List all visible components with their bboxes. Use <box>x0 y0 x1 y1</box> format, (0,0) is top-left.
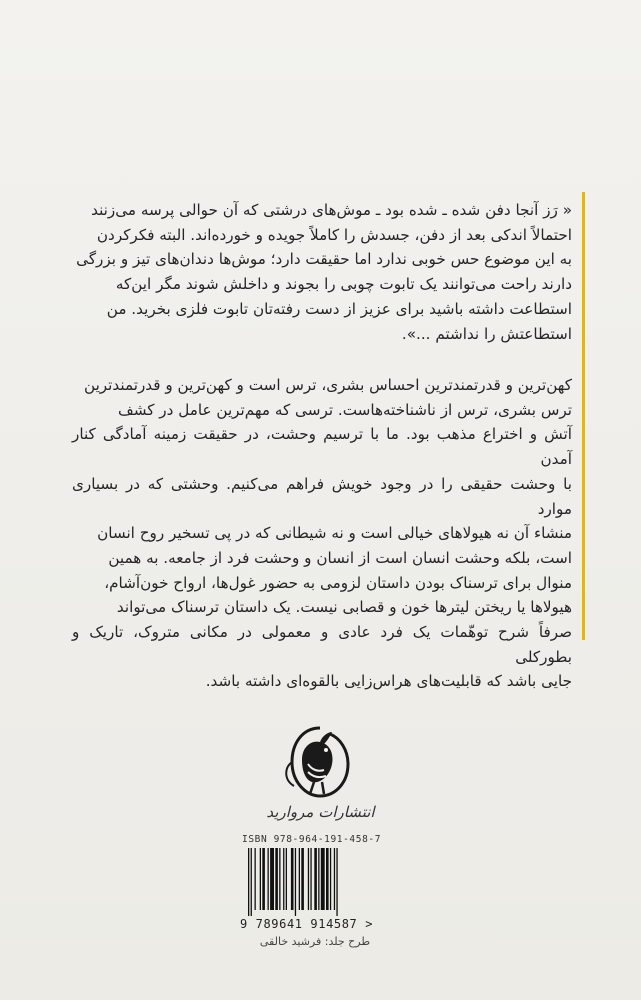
quote-line: احتمالاً اندکی بعد از دفن، جسدش را کاملاً جویده و خورده‌اند. البته فکرکردن <box>96 225 572 244</box>
text-frame-yellow-border <box>62 192 585 691</box>
quote-line: « رَز آنجا دفن شده ـ شده بود ـ موش‌های درشتی که آن حوالی پرسه می‌زنند <box>91 201 572 219</box>
barcode-digits: 9 789641 914587 > <box>240 917 374 931</box>
essay-line: کهن‌ترین و قدرتمندترین احساس بشری، ترس است و کهن‌ترین و قدرتمندترین <box>84 376 572 394</box>
quote-line: دارند راحت می‌توانند یک تابوت چوبی را بجوند و داخلش شوند مگر این‌که <box>115 275 572 294</box>
essay-line: است، بلکه وحشت انسان است از انسان و وحشت فرد از جامعه. به همین <box>108 548 572 567</box>
quote-line: استطاعت داشته باشید برای عزیز از دست رفته‌تان تابوت فلزی بخرید. من <box>106 299 572 318</box>
essay-line: منوال برای ترسناک بودن داستان لزومی به حضور غول‌ها، ارواح خون‌آشام، <box>104 573 572 592</box>
publisher-name: انتشارات مروارید <box>266 803 375 821</box>
isbn-text: ISBN 978-964-191-458-7 <box>242 834 382 845</box>
essay-line: جایی باشد که قابلیت‌های هراس‌زایی بالقوه‌ای داشته باشد. <box>205 672 572 691</box>
barcode-icon <box>246 848 370 916</box>
essay-line: ترس بشری، ترس از ناشناخته‌هاست. ترسی که مهم‌ترین عامل در کشف <box>117 400 572 419</box>
essay-line: با وحشت حقیقی را در وجود خویش فراهم می‌کنیم. وحشتی که در بسیاری موارد <box>72 474 572 518</box>
quote-line: به این موضوع حس خوبی ندارد اما حقیقت دارد؛ موش‌ها دندان‌های تیز و بزرگی <box>76 250 572 269</box>
quote-line: استطاعتش را نداشتم ...». <box>401 324 572 343</box>
essay-line: آتش و اختراع مذهب بود. ما با ترسیم وحشت، در حقیقت زمینه آمادگی کنار آمدن <box>72 425 572 469</box>
essay-line: هیولاها یا ریختن لیترها خون و قصابی نیست. یک داستان ترسناک می‌تواند <box>116 598 572 617</box>
quote-paragraph <box>72 198 572 346</box>
essay-line: صرفاً شرح توهّمات یک فرد عادی و معمولی در مکانی متروک، تاریک و بطورکلی <box>72 623 572 666</box>
essay-line: منشاء آن نه هیولاهای خیالی است و نه شیطانی که در پی تسخیر روح انسان <box>97 524 572 543</box>
cover-designer-credit: طرح جلد: فرشید خالقی <box>259 935 371 948</box>
essay-paragraph <box>72 373 572 694</box>
